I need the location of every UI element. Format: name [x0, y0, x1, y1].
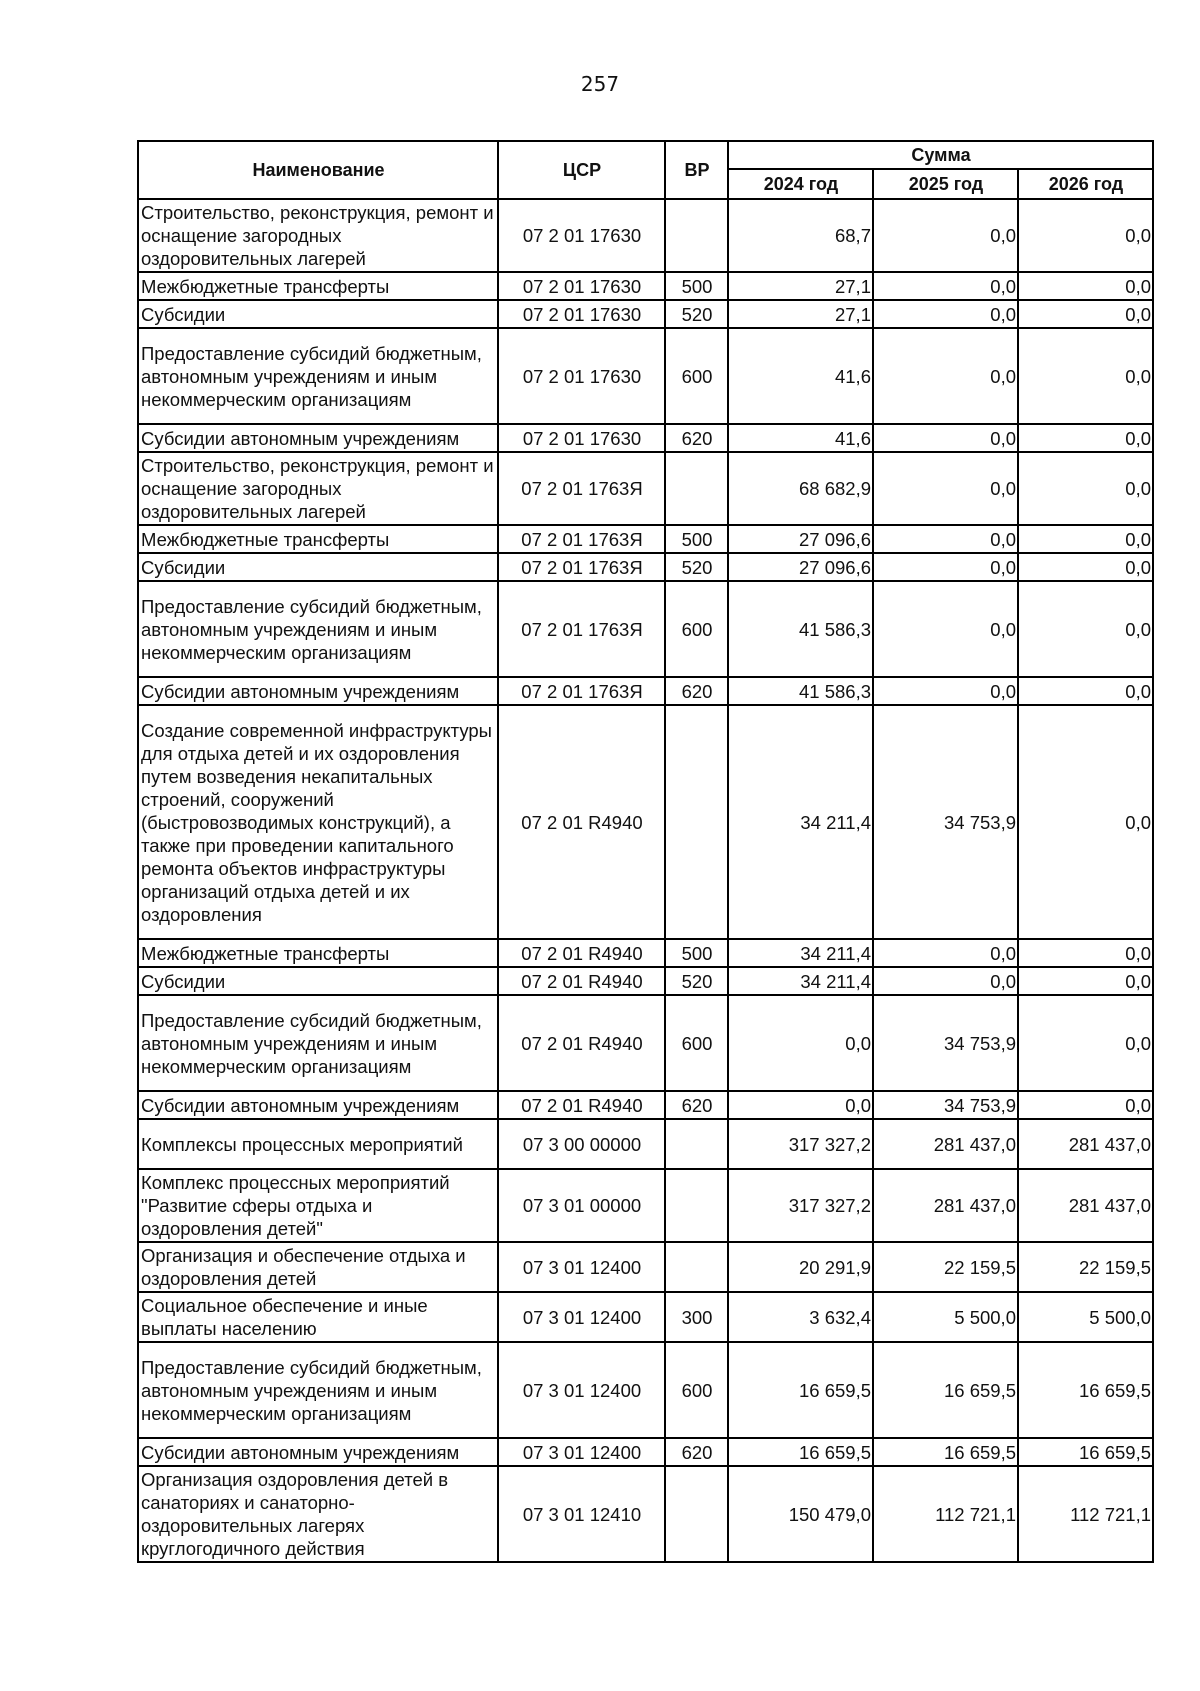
cell-csr: 07 2 01 1763Я	[498, 553, 665, 581]
cell-name: Комплекс процессных мероприятий "Развитие сферы отдыха и оздоровления детей"	[138, 1169, 498, 1242]
cell-name: Межбюджетные трансферты	[138, 939, 498, 967]
cell-vr: 600	[665, 1342, 728, 1438]
cell-vr	[665, 1119, 728, 1169]
cell-vr: 600	[665, 995, 728, 1091]
table-header	[138, 141, 1153, 199]
cell-2024: 34 211,4	[728, 939, 873, 967]
cell-2025: 34 753,9	[873, 1091, 1018, 1119]
cell-2024: 27,1	[728, 272, 873, 300]
cell-name: Предоставление субсидий бюджетным, автономным учреждениям и иным некоммерческим организациям	[138, 328, 498, 424]
page-number: 257	[580, 72, 620, 96]
cell-2026: 0,0	[1018, 553, 1153, 581]
cell-csr: 07 2 01 17630	[498, 199, 665, 272]
table-row	[138, 424, 1153, 452]
cell-2025: 0,0	[873, 300, 1018, 328]
cell-2025: 16 659,5	[873, 1342, 1018, 1438]
cell-2025: 16 659,5	[873, 1438, 1018, 1466]
cell-2024: 16 659,5	[728, 1438, 873, 1466]
table-row	[138, 328, 1153, 424]
cell-2024: 16 659,5	[728, 1342, 873, 1438]
cell-vr: 500	[665, 272, 728, 300]
cell-name: Субсидии	[138, 300, 498, 328]
table-row	[138, 452, 1153, 525]
cell-2025: 0,0	[873, 553, 1018, 581]
cell-name: Субсидии	[138, 967, 498, 995]
cell-name: Предоставление субсидий бюджетным, автономным учреждениям и иным некоммерческим организациям	[138, 581, 498, 677]
cell-2024: 41 586,3	[728, 581, 873, 677]
table-row	[138, 581, 1153, 677]
cell-name: Организация и обеспечение отдыха и оздоровления детей	[138, 1242, 498, 1292]
table-row	[138, 995, 1153, 1091]
cell-2026: 0,0	[1018, 1091, 1153, 1119]
cell-csr: 07 3 01 00000	[498, 1169, 665, 1242]
cell-2026: 16 659,5	[1018, 1438, 1153, 1466]
cell-2024: 34 211,4	[728, 705, 873, 939]
cell-vr	[665, 1466, 728, 1562]
cell-2026: 0,0	[1018, 199, 1153, 272]
table-row	[138, 1438, 1153, 1466]
cell-2026: 5 500,0	[1018, 1292, 1153, 1342]
cell-2026: 0,0	[1018, 328, 1153, 424]
table-row	[138, 300, 1153, 328]
cell-2025: 22 159,5	[873, 1242, 1018, 1292]
cell-2024: 317 327,2	[728, 1119, 873, 1169]
cell-csr: 07 2 01 17630	[498, 424, 665, 452]
cell-2025: 34 753,9	[873, 705, 1018, 939]
cell-csr: 07 2 01 17630	[498, 272, 665, 300]
cell-2025: 0,0	[873, 452, 1018, 525]
cell-2026: 0,0	[1018, 272, 1153, 300]
cell-2026: 281 437,0	[1018, 1169, 1153, 1242]
cell-vr: 520	[665, 967, 728, 995]
table-row	[138, 705, 1153, 939]
cell-name: Комплексы процессных мероприятий	[138, 1119, 498, 1169]
table-body	[138, 199, 1153, 1562]
table-row	[138, 525, 1153, 553]
cell-csr: 07 3 01 12400	[498, 1242, 665, 1292]
cell-2025: 0,0	[873, 328, 1018, 424]
cell-name: Строительство, реконструкция, ремонт и оснащение загородных оздоровительных лагерей	[138, 452, 498, 525]
cell-vr: 620	[665, 1438, 728, 1466]
cell-csr: 07 3 01 12410	[498, 1466, 665, 1562]
cell-2026: 16 659,5	[1018, 1342, 1153, 1438]
table-row	[138, 1169, 1153, 1242]
cell-vr: 300	[665, 1292, 728, 1342]
cell-vr: 500	[665, 525, 728, 553]
cell-2024: 317 327,2	[728, 1169, 873, 1242]
cell-2024: 68 682,9	[728, 452, 873, 525]
cell-vr	[665, 452, 728, 525]
cell-name: Субсидии	[138, 553, 498, 581]
cell-csr: 07 3 01 12400	[498, 1342, 665, 1438]
cell-2024: 0,0	[728, 1091, 873, 1119]
cell-vr: 600	[665, 328, 728, 424]
cell-2025: 0,0	[873, 581, 1018, 677]
cell-2025: 0,0	[873, 424, 1018, 452]
header-vr: ВР	[665, 141, 728, 199]
cell-2025: 112 721,1	[873, 1466, 1018, 1562]
cell-2025: 0,0	[873, 677, 1018, 705]
table-row	[138, 1242, 1153, 1292]
cell-vr	[665, 1242, 728, 1292]
cell-2026: 0,0	[1018, 525, 1153, 553]
cell-2026: 0,0	[1018, 300, 1153, 328]
cell-2024: 27,1	[728, 300, 873, 328]
cell-2025: 0,0	[873, 199, 1018, 272]
cell-2026: 0,0	[1018, 967, 1153, 995]
cell-2024: 27 096,6	[728, 553, 873, 581]
cell-2024: 3 632,4	[728, 1292, 873, 1342]
header-name: Наименование	[138, 141, 498, 199]
cell-name: Предоставление субсидий бюджетным, автономным учреждениям и иным некоммерческим организациям	[138, 1342, 498, 1438]
cell-csr: 07 2 01 17630	[498, 300, 665, 328]
cell-csr: 07 2 01 1763Я	[498, 677, 665, 705]
table-row	[138, 199, 1153, 272]
cell-name: Создание современной инфраструктуры для отдыха детей и их оздоровления путем возведения некапитальных строений, сооружений (быстровозводимых конструкций), а также при проведении капитального ремонта объектов инфраструктуры организаций отдыха детей и их оздоровления	[138, 705, 498, 939]
cell-2024: 20 291,9	[728, 1242, 873, 1292]
table-row	[138, 1091, 1153, 1119]
cell-csr: 07 2 01 17630	[498, 328, 665, 424]
table-row	[138, 1292, 1153, 1342]
cell-vr	[665, 705, 728, 939]
cell-2026: 0,0	[1018, 424, 1153, 452]
cell-vr: 500	[665, 939, 728, 967]
cell-2026: 0,0	[1018, 677, 1153, 705]
cell-2026: 281 437,0	[1018, 1119, 1153, 1169]
cell-csr: 07 2 01 R4940	[498, 1091, 665, 1119]
cell-csr: 07 3 00 00000	[498, 1119, 665, 1169]
cell-2025: 34 753,9	[873, 995, 1018, 1091]
cell-2024: 68,7	[728, 199, 873, 272]
header-sum: Сумма	[728, 141, 1153, 169]
cell-name: Социальное обеспечение и иные выплаты населению	[138, 1292, 498, 1342]
cell-name: Организация оздоровления детей в санаториях и санаторно-оздоровительных лагерях круглогодичного действия	[138, 1466, 498, 1562]
cell-csr: 07 2 01 R4940	[498, 705, 665, 939]
header-year-2026: 2026 год	[1018, 169, 1153, 199]
cell-csr: 07 3 01 12400	[498, 1292, 665, 1342]
cell-name: Межбюджетные трансферты	[138, 525, 498, 553]
cell-name: Строительство, реконструкция, ремонт и оснащение загородных оздоровительных лагерей	[138, 199, 498, 272]
cell-2024: 41,6	[728, 328, 873, 424]
table-row	[138, 677, 1153, 705]
cell-vr: 520	[665, 553, 728, 581]
cell-2026: 0,0	[1018, 939, 1153, 967]
header-year-2024: 2024 год	[728, 169, 873, 199]
cell-2024: 0,0	[728, 995, 873, 1091]
cell-2025: 0,0	[873, 525, 1018, 553]
cell-csr: 07 2 01 1763Я	[498, 525, 665, 553]
cell-name: Субсидии автономным учреждениям	[138, 1091, 498, 1119]
cell-name: Предоставление субсидий бюджетным, автономным учреждениям и иным некоммерческим организациям	[138, 995, 498, 1091]
cell-2024: 150 479,0	[728, 1466, 873, 1562]
table-row	[138, 1342, 1153, 1438]
cell-2025: 281 437,0	[873, 1119, 1018, 1169]
cell-csr: 07 2 01 R4940	[498, 967, 665, 995]
cell-csr: 07 3 01 12400	[498, 1438, 665, 1466]
cell-2026: 0,0	[1018, 995, 1153, 1091]
cell-name: Субсидии автономным учреждениям	[138, 424, 498, 452]
cell-2025: 5 500,0	[873, 1292, 1018, 1342]
cell-2025: 0,0	[873, 272, 1018, 300]
cell-csr: 07 2 01 R4940	[498, 939, 665, 967]
cell-2024: 34 211,4	[728, 967, 873, 995]
cell-name: Межбюджетные трансферты	[138, 272, 498, 300]
cell-2025: 0,0	[873, 967, 1018, 995]
cell-vr: 520	[665, 300, 728, 328]
cell-2025: 0,0	[873, 939, 1018, 967]
header-csr: ЦСР	[498, 141, 665, 199]
cell-2024: 41,6	[728, 424, 873, 452]
cell-2026: 112 721,1	[1018, 1466, 1153, 1562]
cell-2026: 0,0	[1018, 581, 1153, 677]
table-row	[138, 272, 1153, 300]
cell-2024: 27 096,6	[728, 525, 873, 553]
table-row	[138, 1119, 1153, 1169]
cell-name: Субсидии автономным учреждениям	[138, 1438, 498, 1466]
cell-vr: 620	[665, 424, 728, 452]
cell-csr: 07 2 01 1763Я	[498, 452, 665, 525]
cell-vr	[665, 199, 728, 272]
cell-2026: 22 159,5	[1018, 1242, 1153, 1292]
cell-2025: 281 437,0	[873, 1169, 1018, 1242]
cell-name: Субсидии автономным учреждениям	[138, 677, 498, 705]
cell-vr: 620	[665, 1091, 728, 1119]
cell-vr: 620	[665, 677, 728, 705]
budget-table	[137, 140, 1154, 1563]
table-row	[138, 967, 1153, 995]
cell-2026: 0,0	[1018, 705, 1153, 939]
header-year-2025: 2025 год	[873, 169, 1018, 199]
cell-2026: 0,0	[1018, 452, 1153, 525]
table-row	[138, 939, 1153, 967]
cell-2024: 41 586,3	[728, 677, 873, 705]
cell-csr: 07 2 01 1763Я	[498, 581, 665, 677]
table-row	[138, 1466, 1153, 1562]
cell-vr	[665, 1169, 728, 1242]
table-row	[138, 553, 1153, 581]
cell-vr: 600	[665, 581, 728, 677]
cell-csr: 07 2 01 R4940	[498, 995, 665, 1091]
